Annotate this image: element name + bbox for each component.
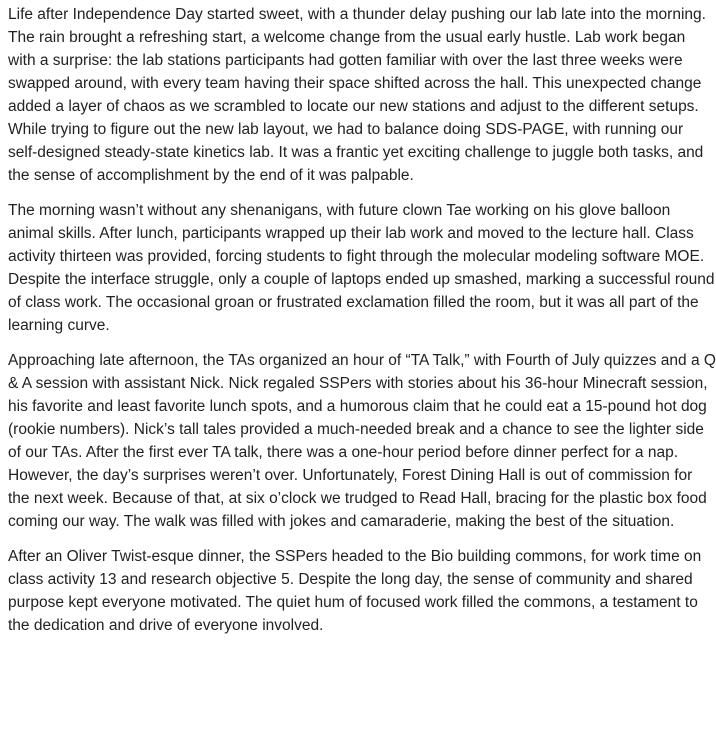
paragraph-lab-morning: Life after Independence Day started sweet, with a thunder delay pushing our lab late into the morning. The rain brought a refreshing start, a welcome change from the usual early hustle. Lab work began with a surprise: the lab stations participants had gotten familiar with over the last three weeks were swapped around, with every team having their space shifted across the hall. This unexpected change added a layer of chaos as we scrambled to locate our new stations and adjust to the different setups. While trying to figure out the new lab layout, we had to balance doing SDS-PAGE, with running our self-designed steady-state kinetics lab. It was a frantic yet exciting challenge to juggle both tasks, and the sense of accomplishment by the end of it was palpable. [8,6,706,184]
paragraph-evening-work: After an Oliver Twist-esque dinner, the SSPers headed to the Bio building commons, for work time on class activity 13 and research objective 5. Despite the long day, the sense of community and shared purpose kept everyone motivated. The quiet hum of focused work filled the commons, a testament to the dedication and drive of everyone involved. [8,548,702,634]
paragraph-ta-talk: Approaching late afternoon, the TAs organized an hour of “TA Talk,” with Fourth of July quizzes and a Q & A session with assistant Nick. Nick regaled SSPers with stories about his 36-hour Minecraft session, his favorite and least favorite lunch spots, and a humorous claim that he could eat a 15-pound hot dog (rookie numbers). Nick’s tall tales provided a much-needed break and a chance to see the lighter side of our TAs. After the first ever TA talk, there was a one-hour period before dinner perfect for a nap. However, the day’s surprises weren’t over. Unfortunately, Forest Dining Hall is out of commission for the next week. Because of that, at six o’clock we trudged to Read Hall, bracing for the plastic box food coming our way. The walk was filled with jokes and camaraderie, making the best of the situation. [8,352,716,530]
paragraph-afternoon-class: The morning wasn’t without any shenanigans, with future clown Tae working on his glove balloon animal skills. After lunch, participants wrapped up their lab work and moved to the lecture hall. Class activity thirteen was provided, forcing students to fight through the molecular modeling software MOE. Despite the interface struggle, only a couple of laptops ended up smashed, marking a successful round of class work. The occasional groan or frustrated exclamation filled the room, but it was all part of the learning curve. [8,202,715,334]
